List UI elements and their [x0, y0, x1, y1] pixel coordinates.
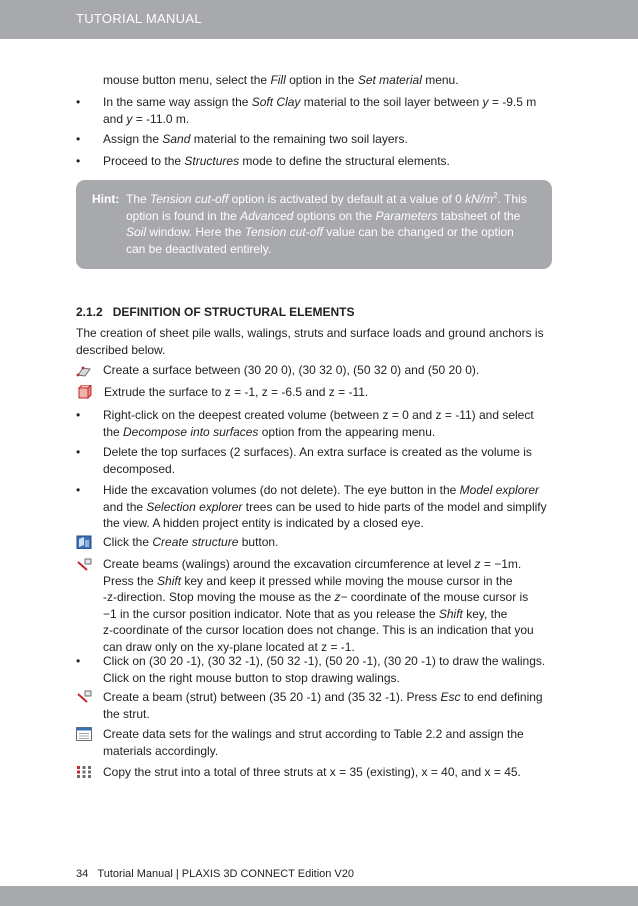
step-decompose [103, 407, 553, 440]
text: Press the [103, 573, 158, 588]
text: and [103, 111, 127, 126]
paragraph-continuation [103, 72, 553, 89]
text-italic: Advanced [240, 208, 294, 223]
text: Hide the excavation volumes (do not delete). The eye button in the [103, 483, 460, 497]
text-italic: Structures [184, 154, 240, 168]
text: Assign the [103, 132, 163, 146]
create-beam-icon [76, 558, 92, 572]
text-italic: Selection explorer [146, 499, 243, 514]
text: option is activated by default at a value of 0 [228, 192, 466, 206]
unit-exponent: 2 [493, 191, 498, 200]
text-italic: Fill [270, 73, 286, 87]
page-footer [76, 866, 354, 883]
text: Click on (30 20 -1), (30 32 -1), (50 32 -1), (50 20 -1), (30 20 -1) to draw the walings. [103, 654, 546, 668]
text-italic: y [126, 111, 133, 126]
text: Click the [103, 535, 153, 549]
text: mouse button menu, select the [103, 73, 271, 87]
step-create-structure [103, 534, 553, 551]
text: The creation of sheet pile walls, walings, struts and surface loads and ground anchors is [76, 326, 544, 340]
bullet: • [76, 408, 81, 422]
text-italic: Set material [357, 73, 422, 87]
footer-title: Tutorial Manual | PLAXIS 3D CONNECT Edition V20 [97, 868, 354, 880]
text: The [126, 192, 151, 206]
step-hide-volumes [103, 482, 553, 532]
bullet: • [76, 154, 81, 168]
step-create-walings [103, 556, 553, 655]
text: Proceed to the [103, 154, 185, 168]
extrude-icon [76, 385, 92, 399]
text: −1 in the cursor position indicator. Note that as you release the [103, 606, 439, 621]
bullet: • [76, 445, 81, 459]
text: and the [103, 499, 147, 514]
bullet-item-structures [103, 153, 553, 170]
text: z-coordinate of the cursor location does not change. This is an indication that you [103, 623, 534, 637]
section-number: 2.1.2 [76, 305, 103, 319]
step-copy-strut: Copy the strut into a total of three struts at x = 35 (existing), x = 40, and x = 45. [103, 765, 521, 779]
section-intro [76, 325, 554, 358]
create-beam-icon [76, 690, 92, 704]
text: options on the [293, 208, 376, 223]
text: Create beams (walings) around the excavation circumference at level [103, 557, 475, 571]
footer-band [0, 886, 638, 906]
bullet: • [76, 95, 81, 109]
step-data-sets [103, 726, 553, 759]
text-italic: Model explorer [459, 483, 540, 497]
text: key and keep it pressed while moving the mouse cursor in the [181, 573, 513, 588]
text-italic: Sand [162, 132, 191, 146]
text: = -11.0 m. [132, 111, 190, 126]
bullet-item-soft-clay [103, 94, 553, 127]
text: option is found in the [126, 208, 241, 223]
text: the strut. [103, 706, 150, 721]
text: described below. [76, 342, 166, 357]
text-italic: z− [334, 590, 348, 604]
text: value can be changed or the option [323, 225, 514, 239]
text: decomposed. [103, 461, 176, 476]
text: Click on the right mouse button to stop drawing walings. [103, 670, 400, 685]
text: coordinate of the mouse cursor is [347, 590, 529, 604]
hint-box [76, 180, 552, 269]
text-italic: Shift [157, 573, 182, 588]
text: = −1m. [480, 557, 522, 571]
text-italic: Soft Clay [251, 95, 301, 109]
text: window. Here the [146, 225, 245, 239]
text-italic: y [482, 95, 489, 109]
text: button. [238, 535, 279, 549]
text: to end defining [460, 690, 543, 704]
step-extrude: Extrude the surface to z = -1, z = -6.5 and z = -11. [104, 385, 369, 399]
unit: kN/m [465, 192, 494, 206]
text: Create data sets for the walings and strut according to Table 2.2 and assign the [103, 727, 524, 741]
text-italic: Tension cut-off [150, 192, 229, 206]
text: = -9.5 m [488, 95, 537, 109]
text: mode to define the structural elements. [239, 154, 450, 168]
step-create-strut [103, 689, 553, 722]
bullet: • [76, 132, 81, 146]
bullet: • [76, 654, 81, 668]
create-surface-icon [76, 364, 92, 378]
text: the [103, 424, 124, 439]
section-title: DEFINITION OF STRUCTURAL ELEMENTS [112, 305, 355, 319]
text-italic: Esc [440, 690, 461, 704]
text: option from the appearing menu. [258, 424, 436, 439]
text: In the same way assign the [103, 95, 252, 109]
text: materials accordingly. [103, 743, 219, 758]
text: key, the [462, 606, 508, 621]
text: menu. [421, 73, 459, 87]
material-sets-icon [76, 727, 92, 741]
text-italic: Decompose into surfaces [123, 424, 259, 439]
text: trees can be used to hide parts of the model and simplify [242, 499, 547, 514]
text: Delete the top surfaces (2 surfaces). An extra surface is created as the volume is [103, 445, 532, 459]
text-italic: Shift [438, 606, 463, 621]
text-italic: Tension cut-off [244, 225, 324, 239]
text: the view. A hidden project entity is indicated by a closed eye. [103, 516, 424, 530]
create-structure-icon [76, 535, 92, 549]
hint-text [126, 191, 538, 257]
header-title: TUTORIAL MANUAL [76, 11, 202, 26]
text: . This [497, 192, 527, 206]
step-delete-surfaces [103, 444, 553, 477]
section-heading [76, 304, 554, 321]
text: option in the [285, 73, 358, 87]
text-italic: Soil [126, 225, 147, 239]
step-create-surface: Create a surface between (30 20 0), (30 32 0), (50 32 0) and (50 20 0). [103, 363, 480, 377]
header-band [0, 0, 638, 39]
text-italic: Create structure [152, 535, 239, 549]
text: -z-direction. Stop moving the mouse as the [103, 590, 335, 604]
text: Create a beam (strut) between (35 20 -1) and (35 32 -1). Press [103, 690, 441, 704]
text: can draw only on the xy-plane located at z = -1. [103, 639, 355, 654]
text: can be deactivated entirely. [126, 241, 272, 256]
text: material to the remaining two soil layers. [190, 132, 408, 146]
step-draw-walings [103, 653, 553, 686]
text: tabsheet of the [437, 208, 521, 223]
bullet-item-sand [103, 131, 553, 148]
page-number: 34 [76, 868, 89, 880]
text-italic: Parameters [375, 208, 438, 223]
text-italic: z [474, 557, 481, 571]
hint-label: Hint: [92, 192, 120, 206]
text: material to the soil layer between [300, 95, 483, 109]
text: Right-click on the deepest created volume (between z = 0 and z = -11) and select [103, 408, 534, 422]
bullet: • [76, 483, 81, 497]
create-array-icon [76, 765, 92, 779]
